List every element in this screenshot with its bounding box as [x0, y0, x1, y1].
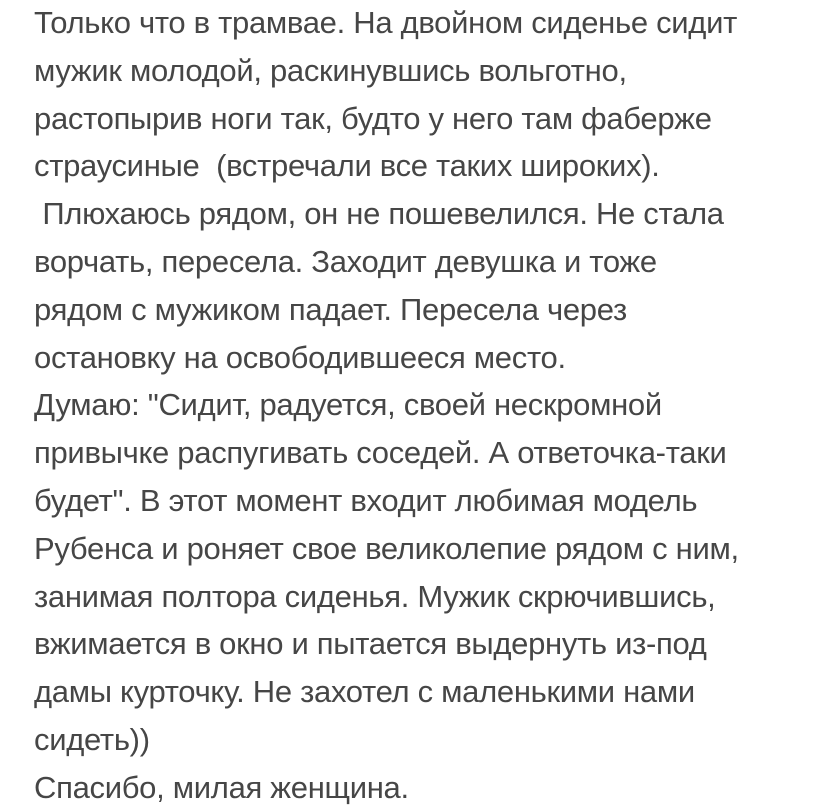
post-text-line: сидеть)): [34, 721, 150, 757]
post-text-line: остановку на освободившееся место.: [34, 339, 566, 375]
post-text-line: растопырив ноги так, будто у него там фаберже: [34, 100, 712, 136]
post-text-line: ворчать, пересела. Заходит девушка и тоже: [34, 243, 657, 279]
post-text-line: Думаю: "Сидит, радуется, своей нескромной: [34, 387, 662, 423]
post-text-line: будет". В этот момент входит любимая модель: [34, 482, 698, 518]
post-text-line: Только что в трамвае. На двойном сиденье сидит: [34, 5, 738, 40]
post-text-line: страусиные (встречали все таких широких).: [34, 148, 660, 184]
post-text-line: дамы курточку. Не захотел с маленькими нами: [34, 674, 695, 710]
post-text-line: Рубенса и роняет свое великолепие рядом с ним,: [34, 530, 739, 566]
post-text-line: вжимается в окно и пытается выдернуть из-под: [34, 626, 707, 662]
post-text-line: рядом с мужиком падает. Пересела через: [34, 291, 627, 327]
post-text-line: Спасибо, милая женщина.: [34, 769, 409, 805]
post-text-line: Плюхаюсь рядом, он не пошевелился. Не стала: [34, 196, 724, 232]
post-text-line: привычке распугивать соседей. А ответочка-таки: [34, 435, 727, 471]
post-text-line: занимая полтора сиденья. Мужик скрючившись,: [34, 578, 716, 614]
post-text: [34, 0, 824, 812]
post-text-line: мужик молодой, раскинувшись вольготно,: [34, 52, 627, 88]
